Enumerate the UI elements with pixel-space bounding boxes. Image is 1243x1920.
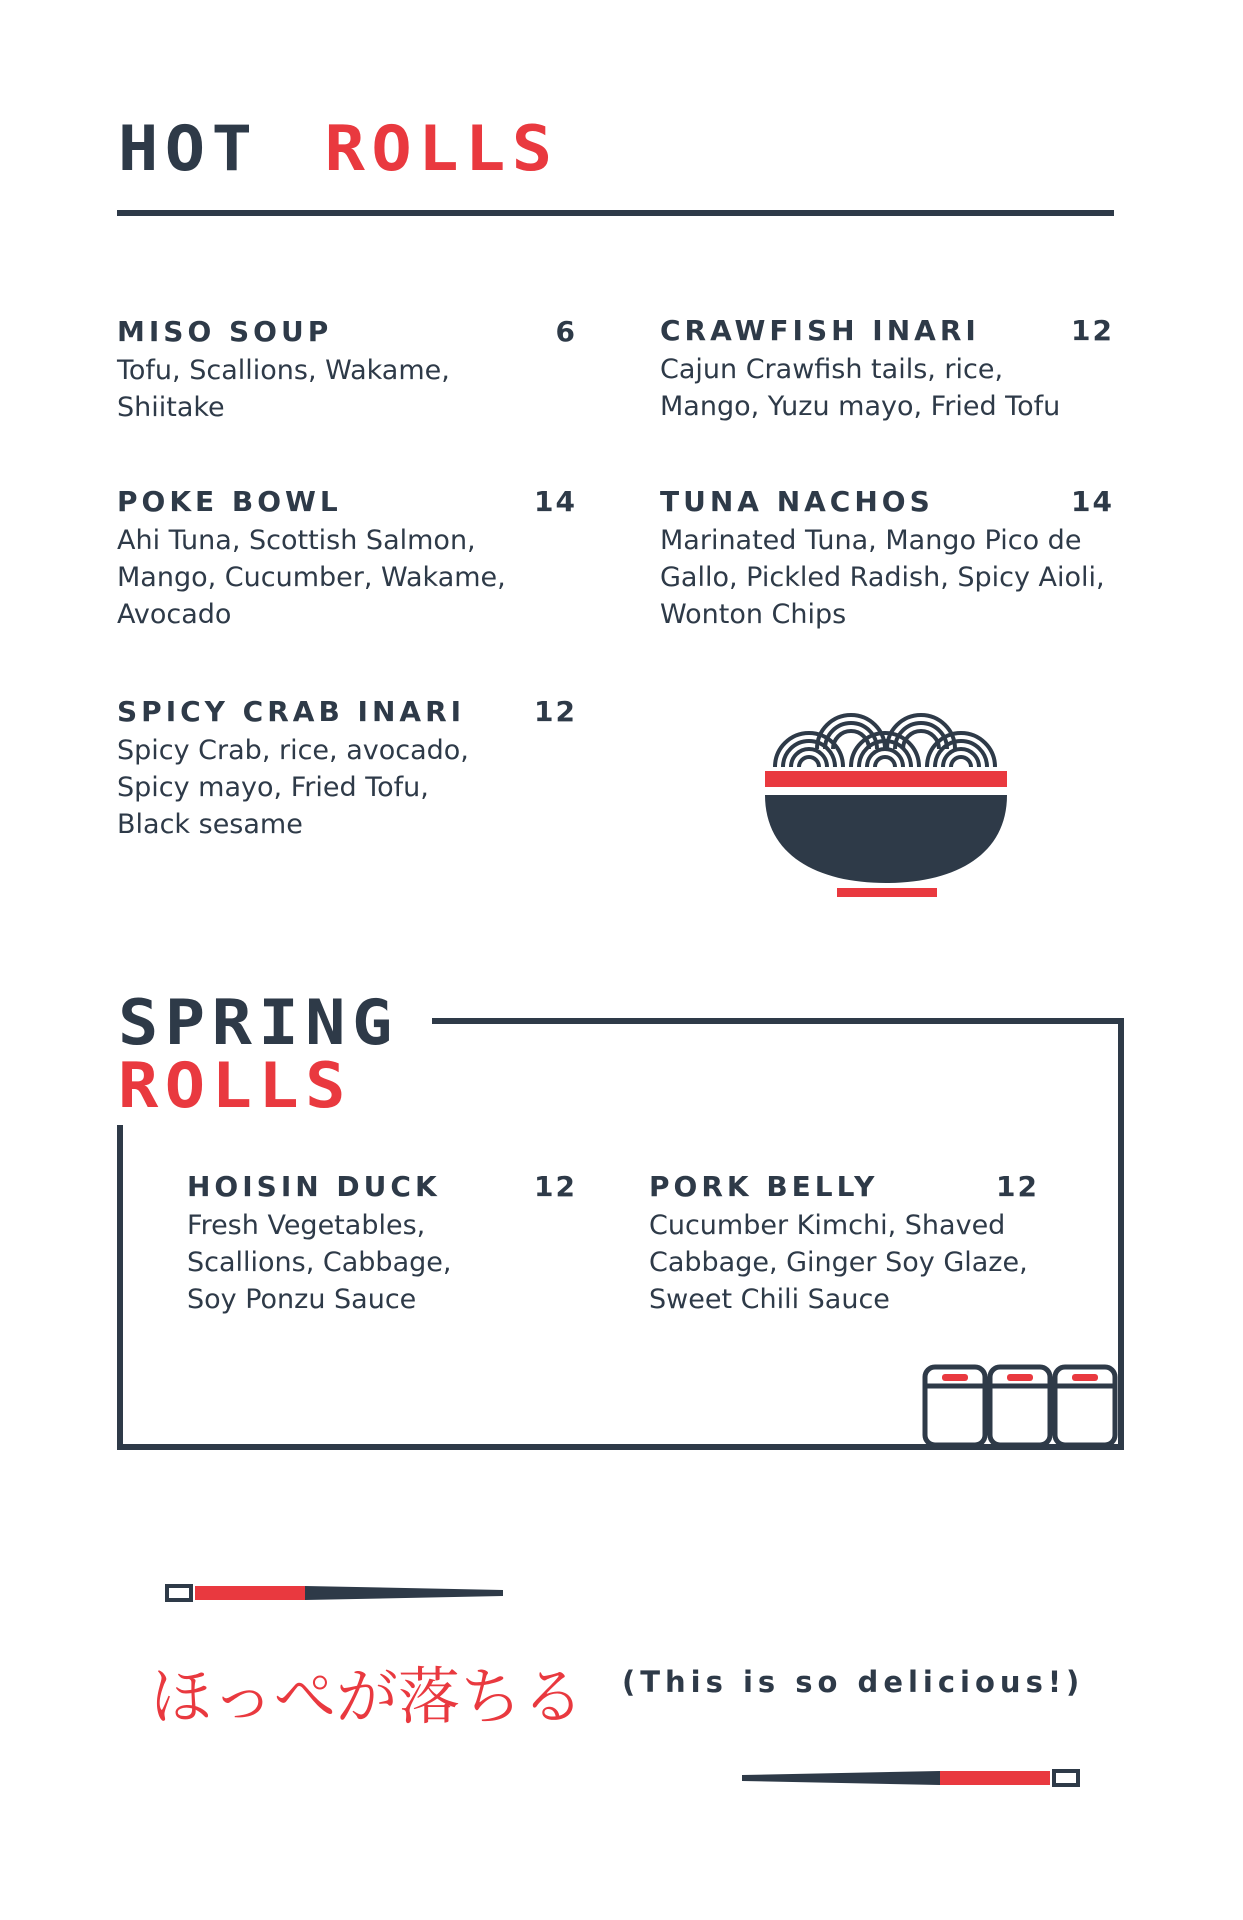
item-price: 12 — [534, 1170, 577, 1203]
box-left-border — [117, 1125, 123, 1450]
item-name: TUNA NACHOS — [660, 485, 934, 518]
spring-rolls-title-word2: ROLLS — [118, 1049, 352, 1122]
translation-text: (This is so delicious!) — [622, 1665, 1085, 1699]
item-price: 6 — [555, 315, 577, 348]
title-word-rolls: ROLLS — [324, 112, 559, 185]
item-description: Cajun Crawfish tails, rice, Mango, Yuzu mayo, Fried Tofu — [660, 354, 1061, 422]
japanese-phrase: ほっぺが落ちる — [150, 1660, 585, 1733]
item-price: 12 — [996, 1170, 1039, 1203]
title-divider — [117, 210, 1114, 216]
item-description: Tofu, Scallions, Wakame, Shiitake — [117, 355, 450, 423]
chopsticks-icon — [165, 1582, 505, 1604]
item-name: SPICY CRAB INARI — [117, 695, 466, 728]
item-price: 14 — [1071, 485, 1114, 518]
box-top-border — [432, 1018, 1124, 1024]
item-description: Cucumber Kimchi, Shaved Cabbage, Ginger Soy Glaze, Sweet Chili Sauce — [649, 1210, 1028, 1315]
item-name: PORK BELLY — [649, 1170, 879, 1203]
item-description: Spicy Crab, rice, avocado, Spicy mayo, Fried Tofu, Black sesame — [117, 735, 469, 840]
chopsticks-icon-bottom — [740, 1767, 1080, 1789]
item-name: MISO SOUP — [117, 315, 333, 348]
item-description: Fresh Vegetables, Scallions, Cabbage, Soy Ponzu Sauce — [187, 1210, 452, 1315]
item-name: CRAWFISH INARI — [660, 314, 980, 347]
item-description: Ahi Tuna, Scottish Salmon, Mango, Cucumber, Wakame, Avocado — [117, 525, 506, 630]
item-name: POKE BOWL — [117, 485, 342, 518]
item-description: Marinated Tuna, Mango Pico de Gallo, Pickled Radish, Spicy Aioli, Wonton Chips — [660, 525, 1105, 630]
sushi-rolls-icon — [922, 1364, 1120, 1446]
item-price: 14 — [534, 485, 577, 518]
title-word-hot: HOT — [118, 112, 259, 185]
item-price: 12 — [1071, 314, 1114, 347]
hot-rolls-title — [118, 112, 559, 185]
noodle-bowl-icon — [765, 705, 1010, 900]
item-price: 12 — [534, 695, 577, 728]
spring-rolls-title-word1: SPRING — [118, 986, 399, 1059]
item-name: HOISIN DUCK — [187, 1170, 441, 1203]
